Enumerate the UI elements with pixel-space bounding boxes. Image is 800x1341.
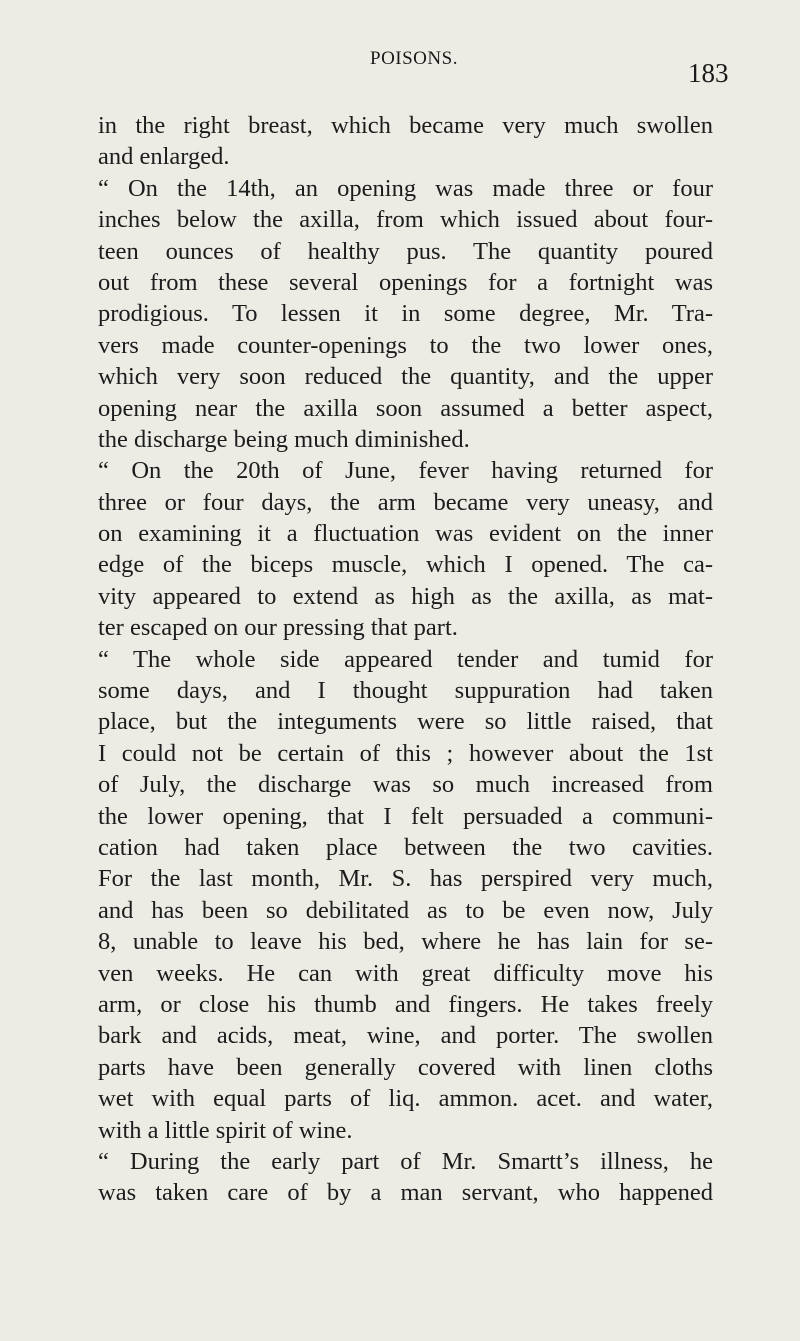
text-line: inches below the axilla, from which issued about four- [98, 206, 713, 234]
text-line: cation had taken place between the two cavities. [98, 833, 713, 861]
text-line: three or four days, the arm became very uneasy, and [98, 488, 713, 516]
text-line: wet with equal parts of liq. ammon. acet. and water, [98, 1085, 713, 1113]
text-line: “ On the 14th, an opening was made three or four [98, 174, 713, 202]
text-line: prodigious. To lessen it in some degree, Mr. Tra- [98, 300, 713, 328]
text-line: place, but the integuments were so little raised, that [98, 708, 713, 736]
text-line: “ During the early part of Mr. Smartt’s illness, he [98, 1147, 713, 1175]
text-line: the discharge being much diminished. [98, 425, 470, 453]
text-line: 8, unable to leave his bed, where he has lain for se- [98, 928, 713, 956]
text-line: For the last month, Mr. S. has perspired very much, [98, 865, 713, 893]
text-line: some days, and I thought suppuration had taken [98, 677, 713, 705]
text-line: vity appeared to extend as high as the axilla, as mat- [98, 582, 713, 610]
text-line: vers made counter-openings to the two lower ones, [98, 331, 713, 359]
text-line: teen ounces of healthy pus. The quantity poured [98, 237, 713, 265]
text-line: “ On the 20th of June, fever having returned for [98, 457, 713, 485]
running-head: POISONS. [370, 48, 458, 69]
text-line: out from these several openings for a fortnight was [98, 268, 713, 296]
text-line: which very soon reduced the quantity, and the upper [98, 363, 713, 391]
text-line: in the right breast, which became very much swollen [98, 112, 713, 139]
text-line: ter escaped on our pressing that part. [98, 614, 458, 642]
text-line: opening near the axilla soon assumed a better aspect, [98, 394, 713, 422]
text-line: was taken care of by a man servant, who happened [98, 1179, 713, 1207]
text-line: the lower opening, that I felt persuaded a communi- [98, 802, 713, 830]
text-line: parts have been generally covered with linen cloths [98, 1053, 713, 1081]
text-line: arm, or close his thumb and fingers. He takes freely [98, 990, 713, 1018]
text-line: of July, the discharge was so much increased from [98, 771, 713, 799]
body-text [98, 110, 713, 1209]
text-line: bark and acids, meat, wine, and porter. The swollen [98, 1022, 713, 1050]
text-line: and has been so debilitated as to be even now, July [98, 896, 713, 924]
text-line: edge of the biceps muscle, which I opened. The ca- [98, 551, 713, 579]
text-line: “ The whole side appeared tender and tumid for [98, 645, 713, 673]
text-line: ven weeks. He can with great difficulty move his [98, 959, 713, 987]
text-line: and enlarged. [98, 143, 230, 171]
text-line: with a little spirit of wine. [98, 1116, 353, 1144]
page-number: 183 [688, 58, 729, 88]
text-line: on examining it a fluctuation was evident on the inner [98, 520, 713, 548]
text-line: I could not be certain of this ; however about the 1st [98, 739, 713, 767]
